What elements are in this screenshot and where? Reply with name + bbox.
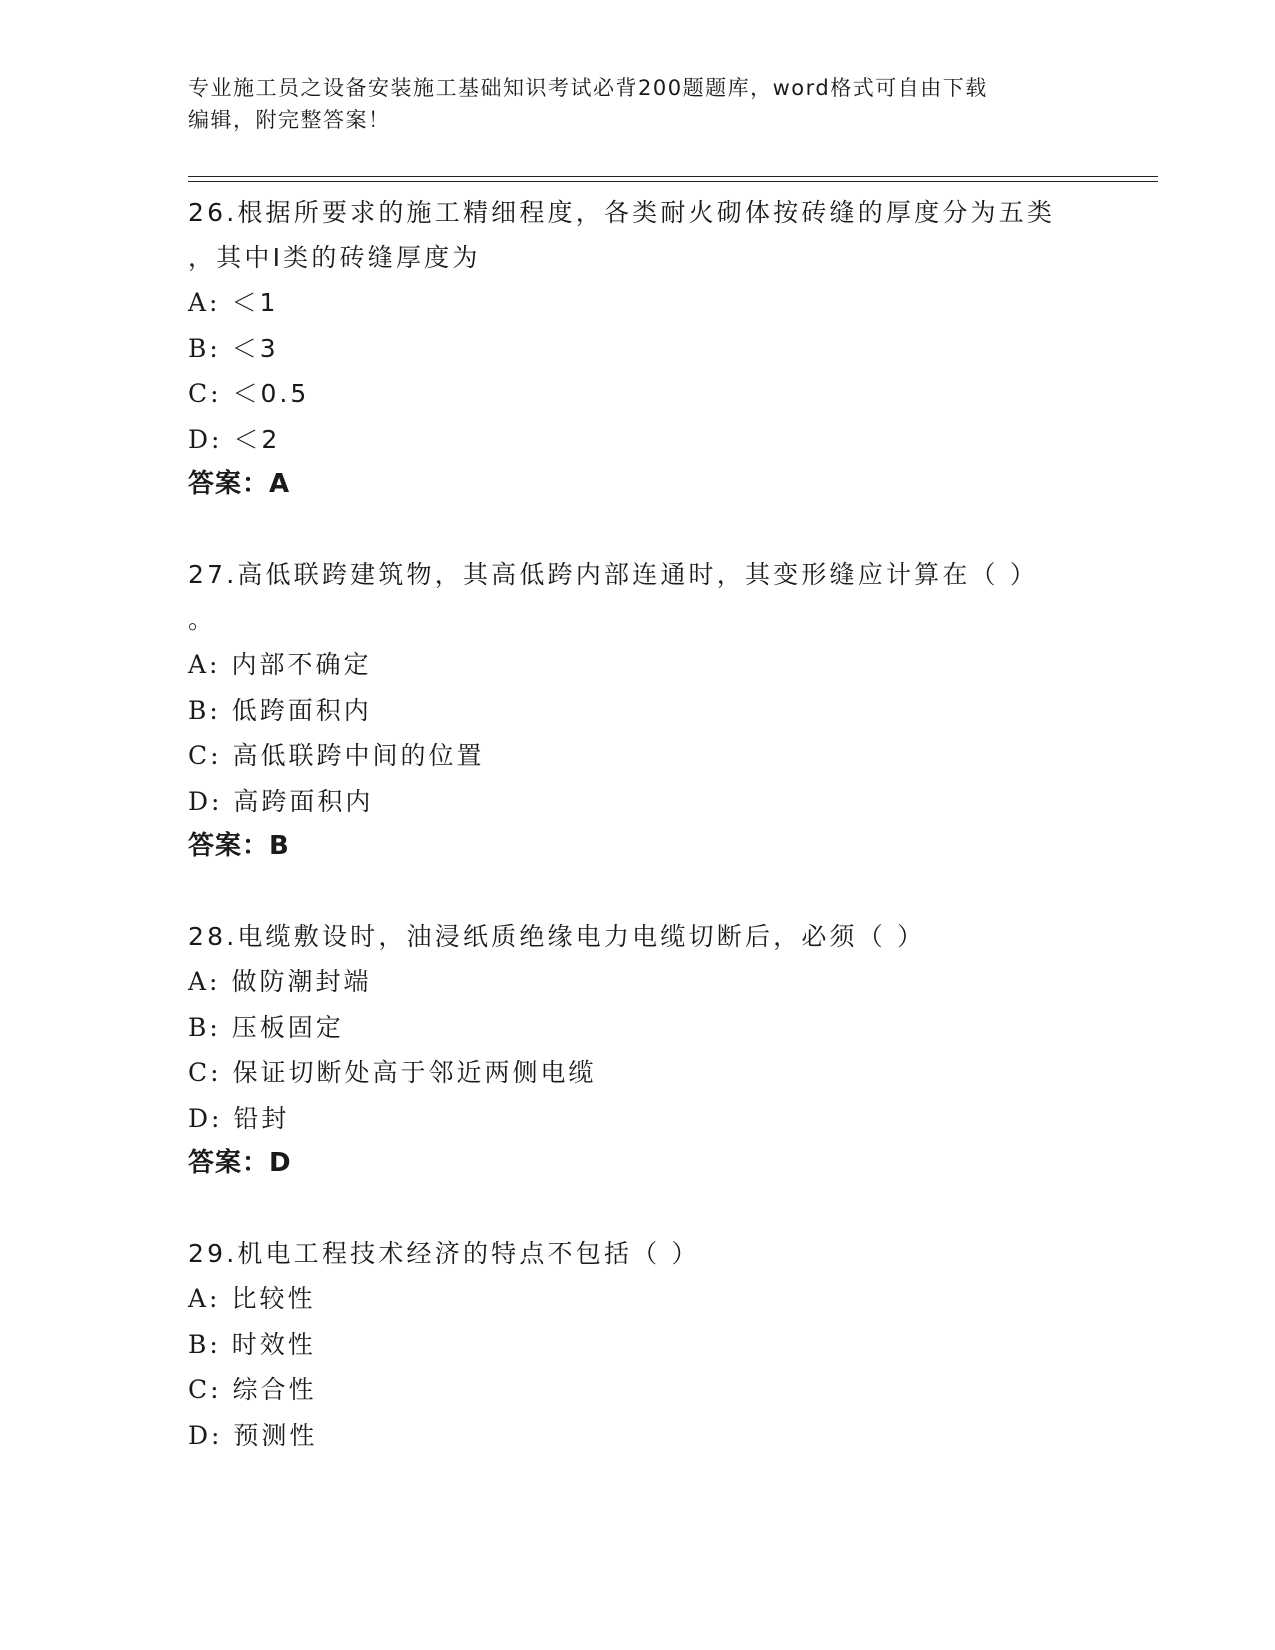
document-header	[188, 72, 1088, 136]
option-text: 综合性	[232, 1375, 317, 1404]
question-27	[188, 552, 1108, 869]
option-a	[188, 959, 1108, 1005]
option-text: 高低联跨中间的位置	[232, 741, 485, 770]
question-stem	[188, 190, 1108, 280]
option-text: 内部不确定	[231, 650, 372, 679]
option-key: C:	[188, 379, 222, 408]
option-key: A:	[188, 288, 221, 317]
option-key: B:	[188, 695, 221, 725]
stem-line: 。	[188, 605, 217, 634]
option-a	[188, 642, 1108, 688]
answer-line: 答案：D	[188, 1148, 292, 1178]
answer-line: 答案：B	[188, 831, 290, 861]
stem-line: 29.机电工程技术经济的特点不包括（ ）	[188, 1239, 700, 1268]
question-list	[188, 190, 1108, 1458]
option-text: 做防潮封端	[231, 967, 372, 996]
option-key: A:	[188, 967, 221, 996]
option-c	[188, 1367, 1108, 1413]
option-text: 铅封	[233, 1103, 290, 1133]
option-text: 保证切断处高于邻近两侧电缆	[232, 1058, 597, 1087]
option-key: B:	[188, 1012, 221, 1042]
answer-line: 答案：A	[188, 469, 291, 499]
option-text: 比较性	[231, 1284, 316, 1313]
option-a	[188, 280, 1108, 326]
header-divider-bottom	[188, 181, 1158, 182]
option-key: A:	[188, 650, 221, 679]
question-spacer	[188, 507, 1108, 552]
question-spacer	[188, 1186, 1108, 1231]
option-key: D:	[188, 1103, 223, 1133]
option-b	[188, 1005, 1108, 1051]
header-line-1: 专业施工员之设备安装施工基础知识考试必背200题题库，word格式可自由下载	[188, 76, 988, 100]
option-key: D:	[188, 1420, 223, 1450]
option-c	[188, 371, 1108, 417]
question-26	[188, 190, 1108, 507]
option-d	[188, 1413, 1108, 1459]
option-a	[188, 1276, 1108, 1322]
option-b	[188, 688, 1108, 734]
option-d	[188, 779, 1108, 825]
option-text: 预测性	[233, 1420, 318, 1450]
option-key: A:	[188, 1284, 221, 1313]
option-key: C:	[188, 741, 222, 770]
option-text: ＜2	[233, 424, 281, 454]
stem-line: 26.根据所要求的施工精细程度，各类耐火砌体按砖缝的厚度分为五类	[188, 198, 1056, 227]
option-b	[188, 1322, 1108, 1368]
stem-line: 27.高低联跨建筑物，其高低跨内部连通时，其变形缝应计算在（ ）	[188, 560, 1039, 589]
option-text: 时效性	[231, 1329, 316, 1359]
stem-line: ，其中Ⅰ类的砖缝厚度为	[188, 243, 481, 272]
option-d	[188, 417, 1108, 463]
question-29	[188, 1231, 1108, 1458]
header-line-2: 编辑，附完整答案！	[188, 108, 391, 132]
option-key: D:	[188, 786, 223, 816]
option-c	[188, 733, 1108, 779]
option-c	[188, 1050, 1108, 1096]
option-text: 低跨面积内	[231, 695, 372, 725]
option-text: 压板固定	[231, 1012, 344, 1042]
option-d	[188, 1096, 1108, 1142]
header-divider-top	[188, 176, 1158, 177]
option-text: ＜0.5	[232, 379, 310, 408]
question-spacer	[188, 869, 1108, 914]
option-text: ＜1	[231, 288, 279, 317]
option-key: B:	[188, 1329, 221, 1359]
stem-line: 28.电缆敷设时，油浸纸质绝缘电力电缆切断后，必须（ ）	[188, 922, 926, 951]
question-stem	[188, 552, 1108, 642]
option-b	[188, 326, 1108, 372]
option-key: D:	[188, 424, 223, 454]
option-key: C:	[188, 1375, 222, 1404]
option-text: 高跨面积内	[233, 786, 374, 816]
question-stem	[188, 1231, 1108, 1276]
option-key: C:	[188, 1058, 222, 1087]
option-text: ＜3	[231, 333, 279, 363]
question-stem	[188, 914, 1108, 959]
option-key: B:	[188, 333, 221, 363]
question-28	[188, 914, 1108, 1186]
